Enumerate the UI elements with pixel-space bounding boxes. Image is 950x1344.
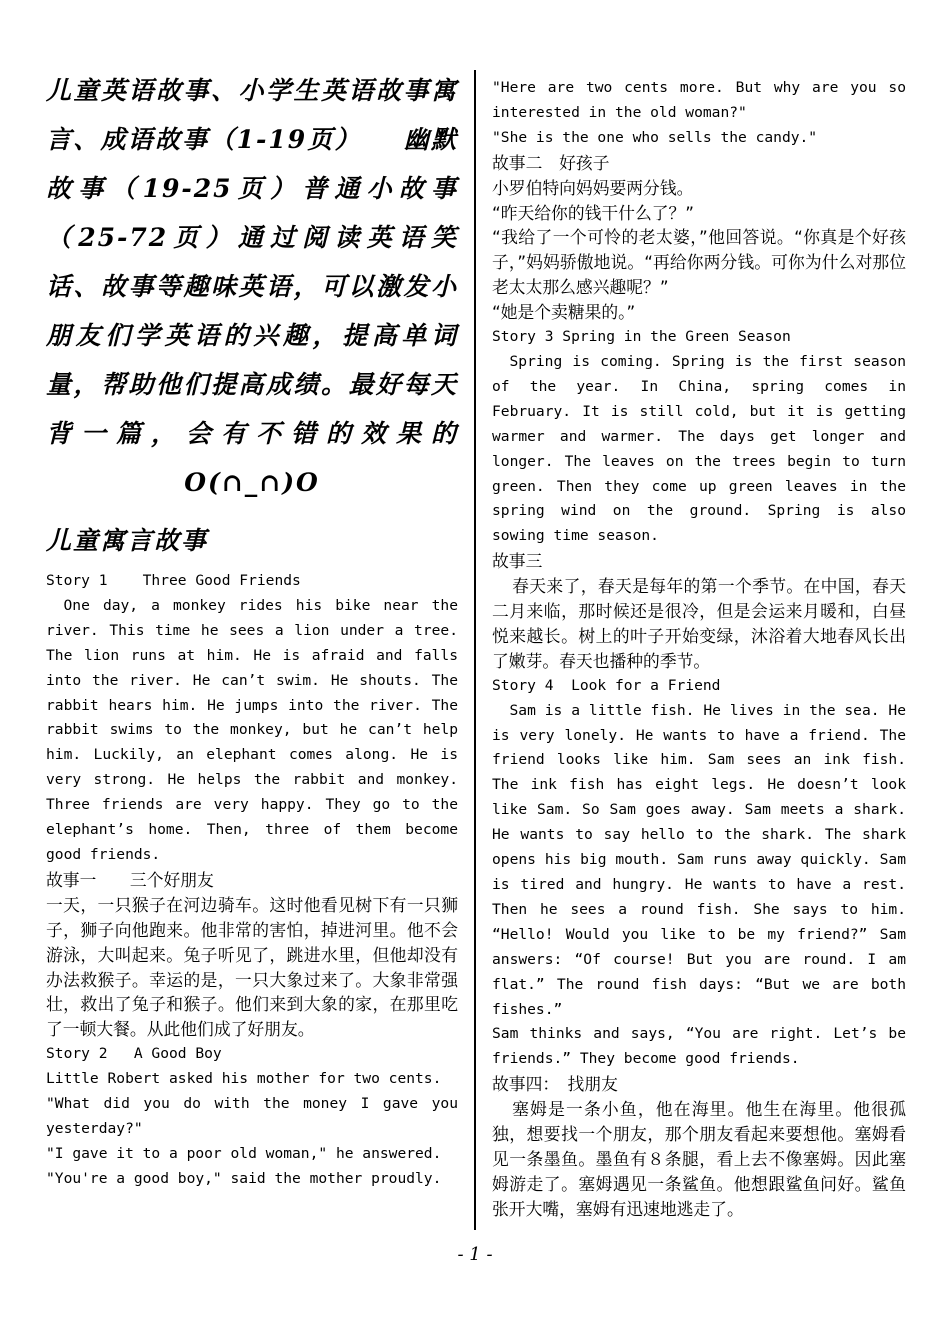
column-divider	[474, 70, 476, 1230]
story4-heading: Story 4 Look for a Friend	[492, 676, 721, 694]
story2-line: "I gave it to a poor old woman," he answered.	[46, 1144, 442, 1162]
story1-zh-heading: 故事一 三个好朋友	[46, 869, 214, 890]
story3-heading: Story 3 Spring in the Green Season	[492, 328, 791, 346]
story2-line: Little Robert asked his mother for two cents.	[46, 1070, 442, 1088]
story2-line: "She is the one who sells the candy."	[492, 128, 818, 146]
story2-line: "You're a good boy," said the mother proudly.	[46, 1169, 442, 1187]
left-column	[46, 66, 458, 1192]
story1-zh-body: 一天，一只猴子在河边骑车。这时他看见树下有一只狮子，狮子向他跑来。他非常的害怕，掉进河里。他不会游泳，大叫起来。兔子听见了，跳进水里，但他却没有办法救猴子。幸运的是，一只大象过来了。大象非常强壮，救出了兔子和猴子。他们来到大象的家，在那里吃了一顿大餐。从此他们成了好朋友。	[46, 894, 458, 1040]
story2-line: "What did you do with the money I gave you yesterday?"	[46, 1095, 458, 1137]
story4-body: Sam is a little fish. He lives in the sea. He is very lonely. He wants to have a friend. The friend looks like him. Sam sees an ink fish. The ink fish has eight legs. He doesn’t look like Sam. So Sam goes away. Sam meets a shark. He wants to say hello to the shark. The shark opens his big mouth. Sam runs away quickly. Sam is tired and hungry. He wants to have a rest. Then he sees a round fish. She says to him. “Hello! Would you like to be my friend?” Sam answers: “Of course! But you are round. I am flat.” The round fish days: “But we are both fishes.”	[492, 701, 906, 1018]
story2-heading: Story 2 A Good Boy	[46, 1045, 222, 1063]
story3-body: Spring is coming. Spring is the first season of the year. In China, spring comes in February. It is still cold, but it is getting warmer and warmer. The days get longer and longer. The leaves on the trees begin to turn green. Then they come up green leaves in the spring wind on the ground. Spring is also sowing time season.	[492, 352, 906, 545]
story2-line: "Here are two cents more. But why are you so interested in the old woman?"	[492, 79, 906, 121]
story1-body: One day, a monkey rides his bike near the river. This time he sees a lion under a tree. The lion runs at him. He is afraid and falls into the river. He can’t swim. He shouts. The rabbit hears him. He jumps into the river. The rabbit swims to the monkey, but he can’t help him. Luckily, an elephant comes along. He is very strong. He helps the rabbit and monkey. Three friends are very happy. They go to the elephant’s home. Then, three of them become good friends.	[46, 596, 458, 863]
section-title: 儿童寓言故事	[46, 526, 209, 555]
story1-heading: Story 1 Three Good Friends	[46, 572, 301, 589]
right-column	[492, 76, 906, 1222]
story4-zh-heading: 故事四： 找朋友	[492, 1074, 618, 1095]
story2-zh-heading: 故事二 好孩子	[492, 152, 610, 173]
story2-zh-line: “昨天给你的钱干什么了？”	[492, 202, 694, 223]
story4-zh-body: 塞姆是一条小鱼，他在海里。他生在海里。他很孤独，想要找一个朋友，那个朋友看起来要想他。塞姆看见一条墨鱼。墨鱼有８条腿，看上去不像塞姆。因此塞姆游走了。塞姆遇见一条鲨鱼。他想跟鲨鱼问好。鲨鱼张开大嘴，塞姆有迅速地逃走了。	[492, 1099, 906, 1219]
story3-zh-heading: 故事三	[492, 551, 543, 572]
story4-body-continued: Sam thinks and says, “You are right. Let’s be friends.” They become good friends.	[492, 1025, 906, 1068]
story2-zh-line: “她是个卖糖果的。”	[492, 302, 636, 323]
story2-zh-line: “我给了一个可怜的老太婆，”他回答说。“你真是个好孩子，”妈妈骄傲地说。“再给你两分钱。可你为什么对那位老太太那么感兴趣呢？”	[492, 227, 906, 298]
intro-paragraph: 儿童英语故事、小学生英语故事寓言、成语故事（1-19页） 幽默故事（19-25页）普通小故事（25-72页）通过阅读英语笑话、故事等趣味英语，可以激发小朋友们学英语的兴趣，提高单词量，帮助他们提高成绩。最好每天背一篇，会有不错的效果的 O(∩_∩)O	[46, 76, 458, 497]
page-number: - 1 -	[457, 1244, 493, 1265]
story2-zh-line: 小罗伯特向妈妈要两分钱。	[492, 177, 694, 198]
story3-zh-body: 春天来了，春天是每年的第一个季节。在中国，春天二月来临，那时候还是很冷，但是会运来月暖和，白昼悦来越长。树上的叶子开始变绿，沐浴着大地春风长出了嫩芽。春天也播种的季节。	[492, 576, 906, 671]
